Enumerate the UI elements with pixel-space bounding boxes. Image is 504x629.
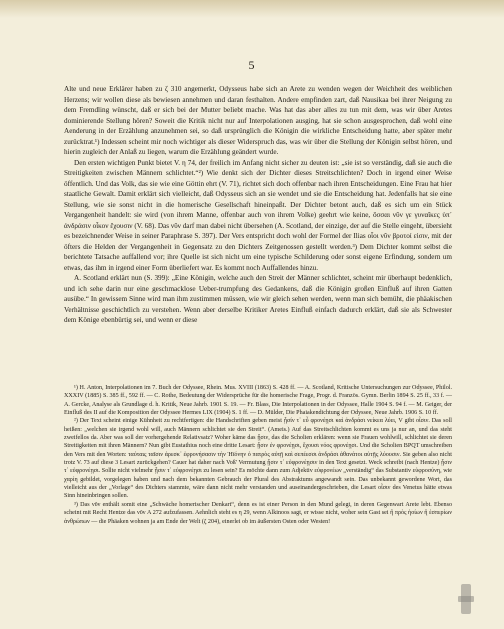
main-text bbox=[64, 84, 452, 326]
footnote: ²) Der Text scheint einige Kühnheit zu rechtfertigen: die Handschriften geben meist ᾗσίν τ᾽ εὖ φρονέῃσι καὶ ἀνδράσι νείκεα λύει, V gibt οἷσιν. Das soll heißen: „welchen sie irgend wohl will, auch Männern schlichtet sie den Streit“. (Ameis.) Auf das Streitschlichten kommt es uns ja nur an, und das steht zweifellos da. Aber was soll der vorhergehende Relativsatz? Woher käme das ᾗσιν, das die Scholien erklären: wenn sie Frauen wohlwill, schlichtet sie deren Streitigkeiten mit ihren Männern? Nun gibt Eustathius noch eine dritte Lesart: ᾗσιν ἐν φρονέῃσι, ἔχουσι νόος φρονέῃσι. Und die Scholien BPQT umschreiben den Vers mit den Worten: ταύταις ταῖσιν ἀρεσκ᾽ ἐφρονήσασιν τὴν Ἠϊόνην ὁ πατρὸς αὐτῇ καὶ σεπέεσσι ἀνδράσι ἀθανάτοι αὐτῇς λύουσιν. Sie geben also nicht trotz V. 73 auf diese 3 Lesart zurückgehen? Cauer hat daher nach Voß' Vermutung ᾗσιν τ᾽ εὐφρονέῃσιν in den Text gesetzt. Weck schreibt (nach Hentze) ᾗσιν τ᾽ εὐφρονέῃσι. Sollte nicht vielmehr ᾗσιν τ᾽ εὐφρονέῃσι zu lesen sein? Es möchte dann zum Adjektiv εὐφρονέων „verständig“ das Substantiv εὐφροσύνη, wie χαρίη gebildet, vorgelegen haben und nach dem bekannten Gebrauch der Plural des Abstraktums angewandt sein. Das unbekannt gewordene Wort, das vielleicht aus der „Vorlage“ des Dichters stammte, wäre dann nicht mehr verstanden und auseinandergeschrieben, die Lesart οἷσιν des Venetus hätte etwas Sinn hineinbringen sollen. bbox=[64, 418, 452, 500]
page-number: 5 bbox=[248, 58, 256, 72]
paragraph: Alte und neue Erklärer haben zu ζ 310 angemerkt, Odysseus habe sich an Arete zu wenden wegen der Weichheit des weiblichen Herzens; wir wollen diese als bewiesen annehmen und daran festhalten. Andere empfinden zart, daß Nausikaa bei ihrer Neigung zu dem Fremdling wünscht, daß er sich bei der Mutter beliebt mache. Was hat das aber alles zu tun mit dem, was wir über Aretes dominierende Stellung hören? Soweit die Kritik nicht nur auf Interpolationen ausging, hat sie schon ausgesprochen, daß wohl eine Aenderung in der Erzählung anzunehmen sei, so daß ursprünglich die Königin die wirkliche Entscheidung hatte, aber später mehr zurücktrat.¹) Indessen scheint mir noch wichtiger als dieser Widerspruch das, was wir über die Stellung der Königin selbst hören, und hierin zugleich der Anlaß zu liegen, warum die Erzählung geändert wurde. bbox=[64, 85, 452, 156]
paragraph: A. Scotland erklärt nun (S. 399): „Eine Königin, welche auch den Streit der Männer schlichtet, scheint mir überhaupt bedenklich, und ich sehe darin nur eine geschmacklose Ueber-trumpfung des Gedankens, daß die Königin großen Einfluß auf ihren Gatten ausübe.“ In gewissem Sinne wird man ihm zustimmen müssen, wie wir gleich sehen werden, wenn man sich bemüht, die phäakischen Verhältnisse geschichtlich zu verstehen. Wenn aber derselbe Kritiker Aretes Einfluß einfach dadurch erklärt, daß sie als Schwester dem Könige ebenbürtig sei, und wenn er diese bbox=[64, 274, 452, 324]
footnote: ³) Das νῦν enthält somit eine „Schwäche homerischer Denkart“, denn es ist einer Person in den Mund gelegt, in deren Gegenwart Arete lebt. Ebenso scheint mit Recht Hentze das νῦν A 272 aufzufassen. Aehnlich steht es η 29, wenn Alkinoos sagt, er wisse nicht, woher sein Gast sei ἢ πρὸς ἠοίων ἢ ἑσπερίων ἀνθρώπων — die Phäaken wohnen ja am Ende der Welt (ζ 204), einerlei ob im äußersten Osten oder Westen! bbox=[64, 501, 452, 525]
paragraph: Den ersten wichtigen Punkt bietet V. η 74, der freilich im Anfang nicht sicher zu deuten ist: „sie ist so verständig, daß sie auch die Streitigkeiten zwischen Männern schlichtet.“²) Wie denkt sich der Dichter dieses Streitschlichten? Doch in irgend einer Weise öffentlich. Und das Volk, das sie wie eine Göttin ehrt (V. 71), richtet sich doch offenbar nach ihren Entscheidungen. Eine Frau hat hier staatliche Gewalt. Damit erklärt sich vielleicht, daß Odysseus sich an sie wendet und sie die Entscheidung hat. Jedenfalls hat sie eine Stellung, wie sie sonst nicht in die homerische Gesellschaft hineinpaßt. Der Dichter betont auch, daß es sich um ein Stück Vergangenheit handelt: sie wird (von ihrem Manne, offenbar auch von ihrem Volke) geehrt wie keine, ὅσσαι νῦν γε γυναῖκες ὑπ᾽ ἀνδράσιν οἶκον ἔχουσιν (V. 68). Das νῦν darf man dabei nicht übersehen (A. Scotland, der einzige, der auf die Stelle eingeht, übersieht es bezeichnender Weise in seiner Paraphrase S. 397). Der Vers entspricht doch wohl der Formel der Ilias οἷοι νῦν βροτοί εἰσιν, mit der öfters die Helden der Vergangenheit in Gegensatz zu den Dichters Zeitgenossen gestellt werden.³) Dem Dichter kommt selbst die berichtete Tatsache auffallend vor; ihre Quelle ist sich nicht um eine typische Schilderung oder sonst eigene Erfindung, sondern um etwas, das ihm in irgend einer Form überliefert war. Es kommt noch Auffallendes hinzu. bbox=[64, 158, 452, 272]
paper-stain bbox=[0, 0, 504, 18]
library-stamp-icon bbox=[455, 582, 477, 616]
footnote: ¹) H. Anton, Interpolationen im 7. Buch der Odyssee, Rhein. Mus. XVIII (1863) S. 428 ff. — A. Scotland, Kritische Untersuchungen zur Odyssee, Philol. XXXIV (1885) S. 385 ff., 592 ff. — C. Rothe, Bedeutung der Widersprüche für die homerische Frage, Progr. d. Französ. Gymn. Berlin 1894 S. 25 ff., 33 f. — A. Gercke, Analyse als Grundlage d. h. Kritik, Neue Jahrb. 1901 S. 19. — Fr. Blass, Die Interpolationen in der Odyssee, Halle 1904 S. 94 f. — M. Geiger, der Einfluß des II auf die Komposition der Odyssee Hermes LIX (1904) S. 1 ff. — D. Mülder, Die Phaiakendichtung der Odyssee, Neue Jahrb. 1906 S. 10 ff. bbox=[64, 385, 452, 417]
footnotes bbox=[64, 384, 452, 526]
